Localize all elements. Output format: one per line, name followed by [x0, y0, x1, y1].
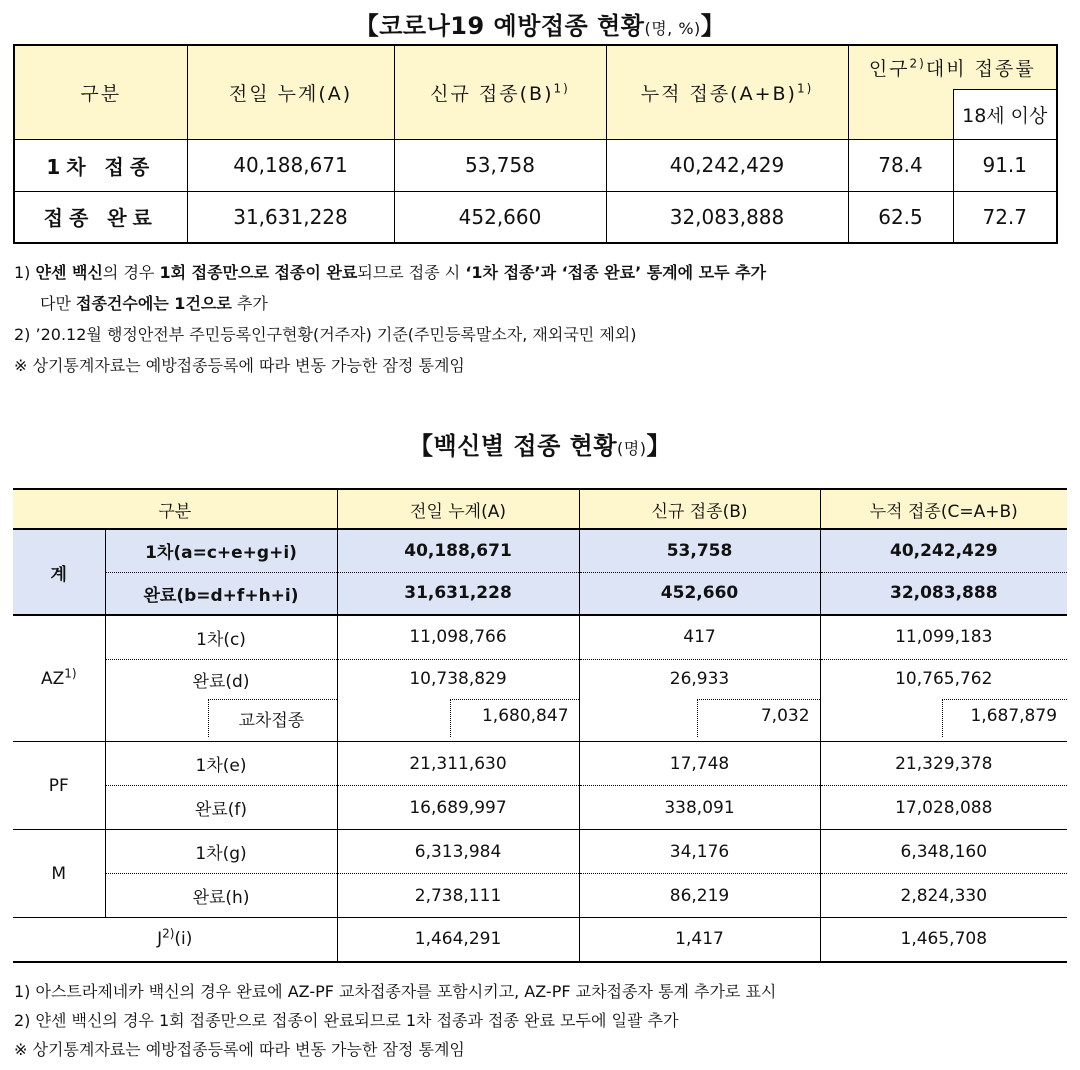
cross-new: 7,032: [760, 706, 810, 726]
cell-new: 86,219: [579, 874, 820, 918]
group-pf: PF: [13, 742, 105, 830]
cell-cum: 1,465,708: [820, 918, 1067, 962]
cross-label-cell: [105, 699, 337, 742]
note-2: 2) ’20.12월 행정안전부 주민등록인구현황(거주자) 기준(주민등록말소자, 재외국민 제외): [14, 325, 637, 344]
cell-cum: 40,242,429: [606, 139, 848, 191]
cell-new: 1,417: [579, 918, 820, 962]
row-label: 1차 접종: [14, 139, 187, 191]
cell-new: 452,660: [394, 191, 606, 243]
row-label: 1차(g): [105, 830, 337, 874]
table2-title-text: 【백신별 접종 현황: [409, 432, 618, 460]
vaccine-type-table: [13, 488, 1067, 963]
cell-new: 338,091: [579, 786, 820, 830]
cross-cum-cell: [820, 699, 1067, 742]
cell-prev: 31,631,228: [187, 191, 394, 243]
table1-notes: [14, 257, 766, 381]
cell-new: 53,758: [579, 529, 820, 572]
cross-label: 교차접종: [238, 711, 305, 731]
cell-cum: 32,083,888: [606, 191, 848, 243]
header-age18: 18세 이상: [953, 89, 1057, 139]
table1-title-text: 【코로나19 예방접종 현황: [354, 12, 645, 40]
cell-new: 417: [579, 615, 820, 659]
header-ratio: 인구$^{2)}$대비 접종률: [848, 45, 1057, 89]
group-total: 계: [13, 529, 105, 615]
cell-prev: 21,311,630: [337, 742, 579, 786]
pf-complete-row: [13, 786, 1067, 830]
table2-notes: [14, 977, 776, 1064]
group-az: AZ$^{1)}$: [13, 615, 105, 742]
cell-cum: 21,329,378: [820, 742, 1067, 786]
cell-new: 53,758: [394, 139, 606, 191]
table1-title-end: 】: [700, 12, 726, 40]
cell-prev: 40,188,671: [187, 139, 394, 191]
cross-prev: 1,680,847: [481, 706, 569, 726]
cross-new-cell: [579, 699, 820, 742]
row-label: 완료(b=d+f+h+i): [105, 572, 337, 615]
row-label: 1차(c): [105, 615, 337, 659]
cell-cum: 6,348,160: [820, 830, 1067, 874]
cell-new: 17,748: [579, 742, 820, 786]
m-complete-row: [13, 874, 1067, 918]
table1-title-unit: (명, %): [644, 19, 701, 38]
cell-new: 34,176: [579, 830, 820, 874]
note-3: ※ 상기통계자료는 예방접종등록에 따라 변동 가능한 잠정 통계임: [14, 356, 465, 375]
cell-prev: 16,689,997: [337, 786, 579, 830]
cell-cum: 10,765,762: [820, 659, 1067, 699]
header-category: 구분: [14, 45, 187, 139]
table2-title-end: 】: [646, 432, 671, 460]
note-1-cont: 다만 접종건수에는 1건으로 추가: [40, 294, 268, 313]
j-row: [13, 918, 1067, 962]
cross-cum: 1,687,879: [970, 706, 1058, 726]
table2-title: [0, 426, 1080, 461]
cell-ratio: 62.5: [848, 191, 953, 243]
note-2: 2) 얀센 백신의 경우 1회 접종만으로 접종이 완료되므로 1차 접종과 접종 완료 모두에 일괄 추가: [14, 1011, 679, 1030]
cell-prev: 31,631,228: [337, 572, 579, 615]
m-first-row: [13, 830, 1067, 874]
row-label: 완료(f): [105, 786, 337, 830]
note-1: 1) 얀센 백신의 경우 1회 접종만으로 접종이 완료되므로 접종 시 ‘1차 접종’과 ‘접종 완료’ 통계에 모두 추가: [14, 263, 767, 282]
cell-new: 452,660: [579, 572, 820, 615]
row-label: 접종 완료: [14, 191, 187, 243]
az-first-row: [13, 615, 1067, 659]
cell-prev: 1,464,291: [337, 918, 579, 962]
row-label: 1차(e): [105, 742, 337, 786]
header-cumulative: 누적 접종(C=A+B): [820, 489, 1067, 529]
header-new: 신규 접종(B): [579, 489, 820, 529]
row-label-j: $J^{2)}(i)$: [157, 926, 193, 950]
cell-ratio18: 72.7: [953, 191, 1057, 243]
table1-title: [0, 6, 1080, 41]
cell-prev: 40,188,671: [337, 529, 579, 572]
table2-header-row: [13, 489, 1067, 529]
cell-prev: 6,313,984: [337, 830, 579, 874]
az-cross-row: [13, 699, 1067, 742]
cell-cum: 32,083,888: [820, 572, 1067, 615]
total-first-row: [13, 529, 1067, 572]
note-1: 1) 아스트라제네카 백신의 경우 완료에 AZ-PF 교차접종자를 포함시키고, AZ-PF 교차접종자 통계 추가로 표시: [14, 982, 777, 1001]
header-ratio-all: [848, 89, 953, 139]
row-label: 완료(d): [105, 659, 337, 699]
cell-prev: 2,738,111: [337, 874, 579, 918]
az-complete-row: [13, 659, 1067, 699]
total-complete-row: [13, 572, 1067, 615]
cell-new: 26,933: [579, 659, 820, 699]
header-prev-total: 전일 누계(A): [187, 45, 394, 139]
row-label: 1차(a=c+e+g+i): [105, 529, 337, 572]
header-category: 구분: [13, 489, 337, 529]
cell-ratio: 78.4: [848, 139, 953, 191]
row-complete: [14, 191, 1057, 243]
row-label: 완료(h): [105, 874, 337, 918]
header-prev-total: 전일 누계(A): [337, 489, 579, 529]
cell-cum: 40,242,429: [820, 529, 1067, 572]
table2-title-unit: (명): [617, 439, 647, 458]
header-new: 신규 접종$(B)^{1)}$: [394, 45, 606, 139]
group-m: M: [13, 830, 105, 918]
cell-ratio18: 91.1: [953, 139, 1057, 191]
header-cumulative: 누적 접종$(A+B)^{1)}$: [606, 45, 848, 139]
cell-prev: 11,098,766: [337, 615, 579, 659]
vaccination-status-table: [13, 44, 1058, 244]
row-first-dose: [14, 139, 1057, 191]
cross-prev-cell: [337, 699, 579, 742]
cell-cum: 11,099,183: [820, 615, 1067, 659]
cell-cum: 17,028,088: [820, 786, 1067, 830]
cell-cum: 2,824,330: [820, 874, 1067, 918]
pf-first-row: [13, 742, 1067, 786]
note-3: ※ 상기통계자료는 예방접종등록에 따라 변동 가능한 잠정 통계임: [14, 1040, 465, 1059]
cell-prev: 10,738,829: [337, 659, 579, 699]
